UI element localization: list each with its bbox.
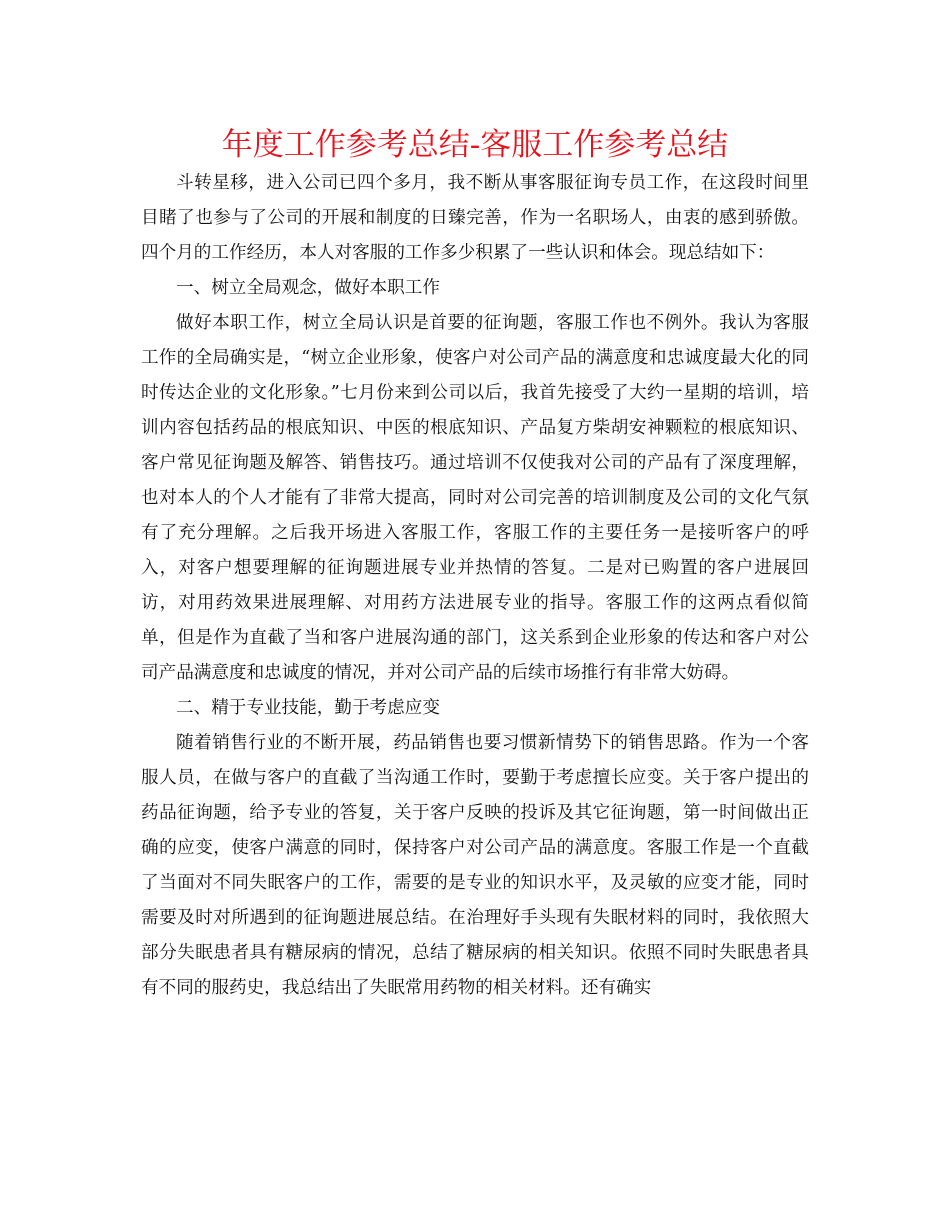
paragraph-section-2: 随着销售行业的不断开展，药品销售也要习惯新情势下的销售思路。作为一个客服人员，在做与客户的直截了当沟通工作时，要勤于考虑擅长应变。关于客户提出的药品征询题，给予专业的答复，关于客户反映的投诉及其它征询题，第一时间做出正确的应变，使客户满意的同时，保持客户对公司产品的满意度。客服工作是一个直截了当面对不同失眠客户的工作，需要的是专业的知识水平，及灵敏的应变才能，同时需要及时对所遇到的征询题进展总结。在治理好手头现有失眠材料的同时，我依照大部分失眠患者具有糖尿病的情况，总结了糖尿病的相关知识。依照不同时失眠患者具有不同的服药史，我总结出了失眠常用药物的相关材料。还有确实 bbox=[141, 733, 809, 998]
document-title: 年度工作参考总结-客服工作参考总结 bbox=[221, 127, 729, 163]
section-heading-2: 二、精于专业技能，勤于考虑应变 bbox=[176, 698, 440, 718]
section-heading-1: 一、树立全局观念，做好本职工作 bbox=[176, 278, 440, 298]
document-body bbox=[141, 166, 809, 1006]
paragraph-intro: 斗转星移，进入公司已四个多月，我不断从事客服征询专员工作，在这段时间里目睹了也参与了公司的开展和制度的日臻完善，作为一名职场人，由衷的感到骄傲。四个月的工作经历，本人对客服的工作多少积累了一些认识和体会。现总结如下： bbox=[141, 173, 809, 263]
paragraph-section-1: 做好本职工作，树立全局认识是首要的征询题，客服工作也不例外。我认为客服工作的全局确实是，“树立企业形象，使客户对公司产品的满意度和忠诚度最大化的同时传达企业的文化形象。”七月份来到公司以后，我首先接受了大约一星期的培训，培训内容包括药品的根底知识、中医的根底知识、产品复方柴胡安神颗粒的根底知识、客户常见征询题及解答、销售技巧。通过培训不仅使我对公司的产品有了深度理解，也对本人的个人才能有了非常大提高，同时对公司完善的培训制度及公司的文化气氛有了充分理解。之后我开场进入客服工作，客服工作的主要任务一是接听客户的呼入，对客户想要理解的征询题进展专业并热情的答复。二是对已购置的客户进展回访，对用药效果进展理解、对用药方法进展专业的指导。客服工作的这两点看似简单，但是作为直截了当和客户进展沟通的部门，这关系到企业形象的传达和客户对公司产品满意度和忠诚度的情况，并对公司产品的后续市场推行有非常大妨碍。 bbox=[141, 313, 809, 683]
